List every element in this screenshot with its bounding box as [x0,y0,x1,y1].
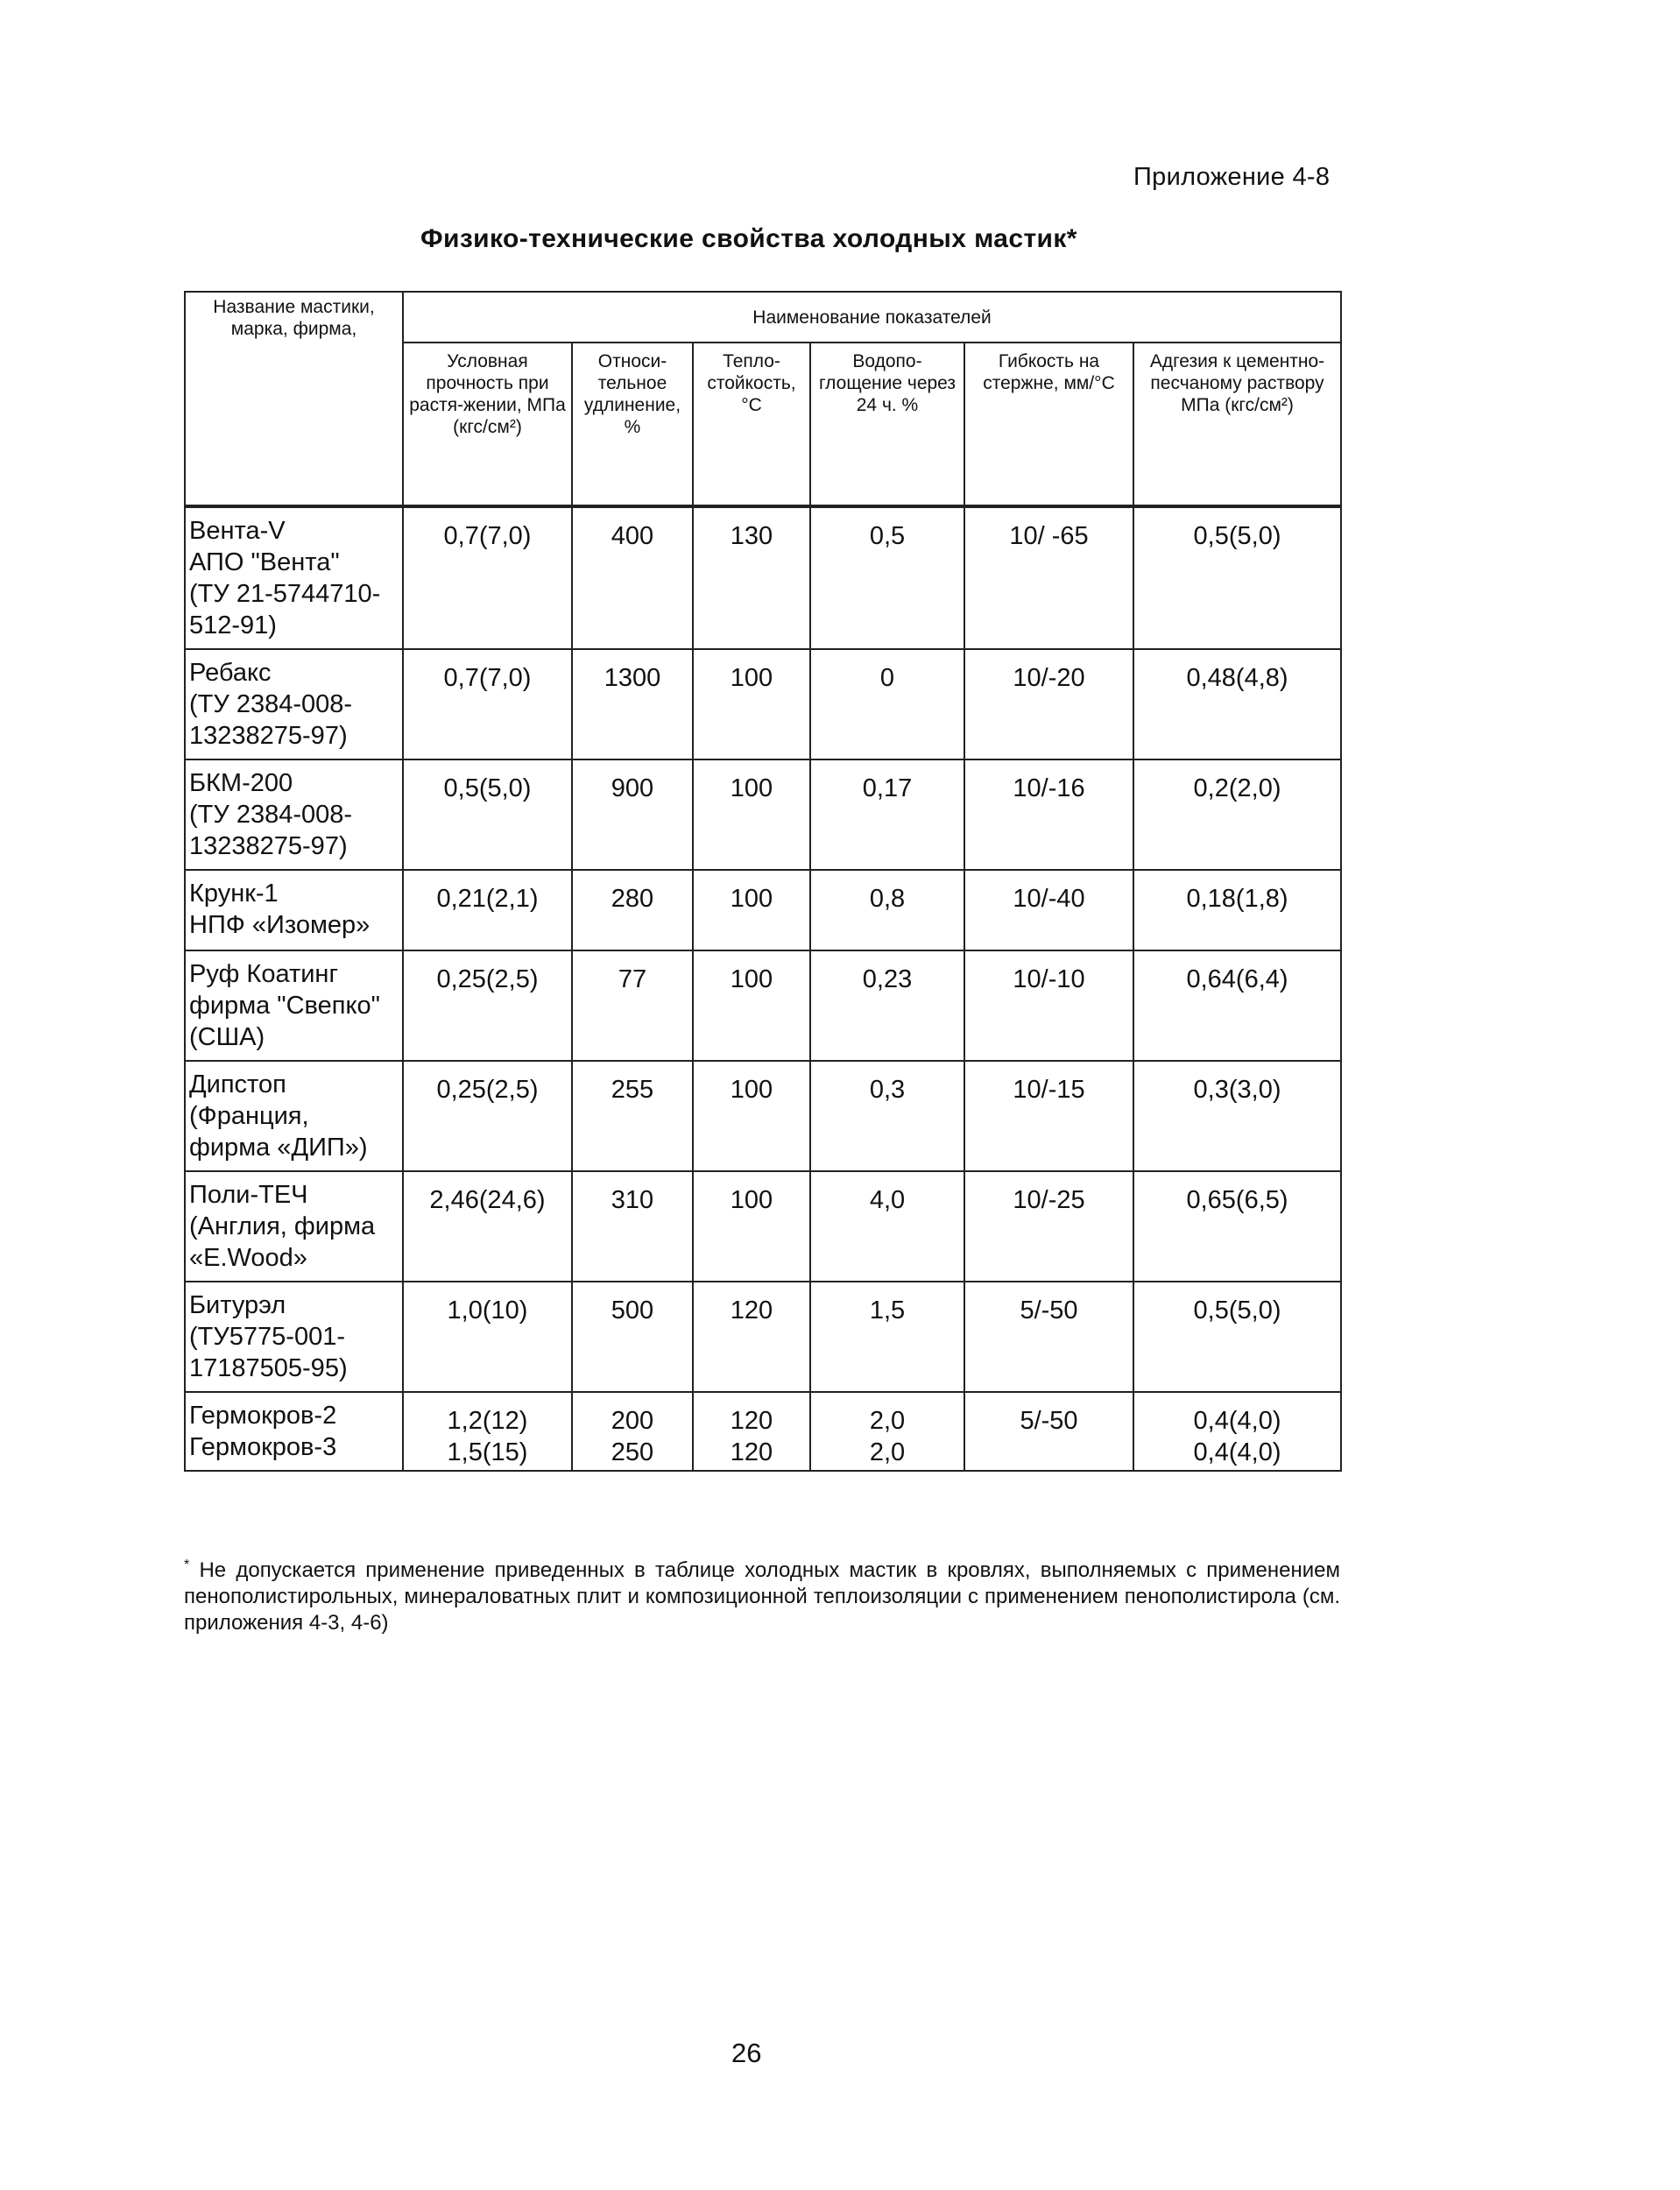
col-header-water-absorption: Водопо-глощение через 24 ч. % [810,343,964,506]
table-row [185,649,1341,759]
mastic-name-line: Крунк-1 [189,880,279,908]
value-cell: 10/-10 [964,950,1133,1061]
value-cell: 0,48(4,8) [1133,649,1341,759]
value-cell: 0,25(2,5) [403,1061,572,1171]
value-cell: 4,0 [810,1171,964,1282]
col-header-strength: Условная прочность при растя-жении, МПа (кгс/см²) [403,343,572,506]
value-cell: 0,25(2,5) [403,950,572,1061]
col-header-heat-resistance: Тепло-стойкость, °С [693,343,810,506]
mastic-name-line: Битурэл [189,1291,286,1319]
table-row [185,870,1341,950]
value-cell: 10/-20 [964,649,1133,759]
col-header-adhesion: Адгезия к цементно-песчаному раствору МПа (кгс/см²) [1133,343,1341,506]
value-cell: 0,21(2,1) [403,870,572,950]
mastic-name-cell [185,1282,403,1392]
value-cell: 10/-40 [964,870,1133,950]
properties-table [184,291,1342,1472]
value-cell: 120 120 [693,1392,810,1471]
footnote-mark: * [184,1558,190,1572]
mastic-name-line: 17187505-95) [189,1354,348,1382]
mastic-name-line: БКМ-200 [189,769,293,797]
value-cell: 0,3(3,0) [1133,1061,1341,1171]
mastic-name-line: (ТУ5775-001- [189,1323,346,1351]
value-cell: 0,5(5,0) [1133,506,1341,649]
value-cell: 0,8 [810,870,964,950]
value-cell: 0,23 [810,950,964,1061]
mastic-name-line: фирма "Свепко" [189,992,380,1020]
value-cell: 0,65(6,5) [1133,1171,1341,1282]
mastic-name-cell [185,870,403,950]
mastic-name-line: Вента-V [189,517,286,545]
mastic-name-line: (ТУ 2384-008- [189,801,353,829]
mastic-name-line: НПФ «Изомер» [189,911,371,939]
mastic-name-line: Гермокров-3 [189,1433,337,1461]
footnote-text: Не допускается применение приведенных в таблице холодных мастик в кровлях, выполняемых с применением пенополистирольных, минераловатных плит и композиционной теплоизоляции с применением пенополистирола (см. приложения 4-3, 4-6) [184,1558,1341,1635]
mastic-name-line: (США) [189,1023,265,1051]
mastic-name-line: (ТУ 2384-008- [189,690,353,718]
table-row [185,759,1341,870]
value-cell: 10/-16 [964,759,1133,870]
value-cell: 0 [810,649,964,759]
value-cell: 1,0(10) [403,1282,572,1392]
value-cell: 280 [572,870,693,950]
value-cell: 310 [572,1171,693,1282]
value-cell: 500 [572,1282,693,1392]
mastic-name-line: (Англия, фирма [189,1212,376,1240]
value-cell: 5/-50 [964,1282,1133,1392]
value-cell: 0,5(5,0) [403,759,572,870]
value-cell: 100 [693,1171,810,1282]
page-title: Физико-технические свойства холодных мастик* [420,224,1077,253]
table-row [185,1392,1341,1471]
mastic-name-line: 13238275-97) [189,722,348,750]
value-cell: 2,46(24,6) [403,1171,572,1282]
table-row [185,1282,1341,1392]
mastic-name-line: Гермокров-2 [189,1402,337,1430]
value-cell: 0,5(5,0) [1133,1282,1341,1392]
group-header: Наименование показателей [403,292,1341,343]
table-row [185,506,1341,649]
table-header-row [185,292,1341,343]
table-row [185,1171,1341,1282]
table-row [185,950,1341,1061]
mastic-name-line: фирма «ДИП») [189,1134,368,1162]
value-cell: 0,3 [810,1061,964,1171]
mastic-name-line: Руф Коатинг [189,960,339,988]
value-cell: 400 [572,506,693,649]
value-cell: 0,4(4,0) 0,4(4,0) [1133,1392,1341,1471]
footnote [184,1552,1340,1636]
mastic-name-cell [185,1171,403,1282]
mastic-name-line: «E.Wood» [189,1244,307,1272]
mastic-name-line: Дипстоп [189,1070,286,1099]
table-row [185,1061,1341,1171]
mastic-name-line: АПО "Вента" [189,548,340,576]
value-cell: 0,7(7,0) [403,506,572,649]
appendix-label: Приложение 4-8 [1133,163,1331,191]
value-cell: 0,18(1,8) [1133,870,1341,950]
value-cell: 1,2(12) 1,5(15) [403,1392,572,1471]
mastic-name-cell [185,649,403,759]
value-cell: 120 [693,1282,810,1392]
value-cell: 77 [572,950,693,1061]
mastic-name-line: (ТУ 21-5744710- [189,580,381,608]
table-body [185,506,1341,1471]
col-header-flexibility: Гибкость на стержне, мм/°С [964,343,1133,506]
mastic-name-cell [185,950,403,1061]
value-cell: 100 [693,950,810,1061]
value-cell: 10/ -65 [964,506,1133,649]
value-cell: 200 250 [572,1392,693,1471]
value-cell: 1,5 [810,1282,964,1392]
mastic-name-line: 13238275-97) [189,832,348,860]
value-cell: 100 [693,759,810,870]
value-cell: 0,64(6,4) [1133,950,1341,1061]
mastic-name-line: 512-91) [189,611,277,639]
col-header-elongation: Относи-тельное удлинение, % [572,343,693,506]
mastic-name-line: Ребакс [189,659,272,687]
mastic-name-cell [185,506,403,649]
value-cell: 2,0 2,0 [810,1392,964,1471]
mastic-name-line: (Франция, [189,1102,309,1130]
value-cell: 10/-25 [964,1171,1133,1282]
value-cell: 100 [693,1061,810,1171]
value-cell: 0,2(2,0) [1133,759,1341,870]
mastic-name-cell [185,1392,403,1471]
value-cell: 0,7(7,0) [403,649,572,759]
value-cell: 0,17 [810,759,964,870]
value-cell: 255 [572,1061,693,1171]
value-cell: 10/-15 [964,1061,1133,1171]
value-cell: 1300 [572,649,693,759]
value-cell: 100 [693,649,810,759]
mastic-name-cell [185,759,403,870]
page-number: 26 [731,2038,762,2068]
value-cell: 0,5 [810,506,964,649]
value-cell: 900 [572,759,693,870]
corner-header: Название мастики, марка, фирма, [185,292,403,506]
mastic-name-cell [185,1061,403,1171]
value-cell: 5/-50 [964,1392,1133,1471]
value-cell: 130 [693,506,810,649]
mastic-name-line: Поли-ТЕЧ [189,1181,308,1209]
value-cell: 100 [693,870,810,950]
